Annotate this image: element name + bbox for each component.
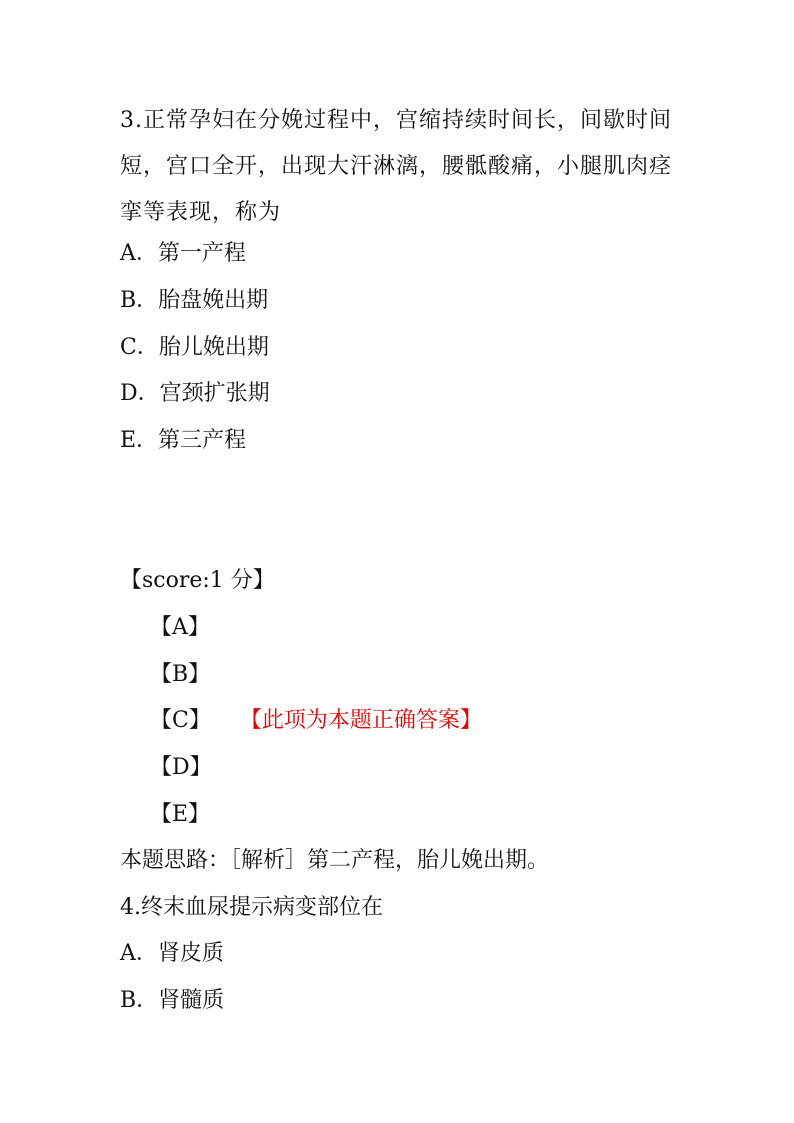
question-3-option-d: D．宫颈扩张期: [120, 381, 270, 406]
explanation: 本题思路：［解析］第二产程，胎儿娩出期。: [120, 848, 550, 873]
question-4-option-b: B．肾髓质: [120, 988, 225, 1013]
question-3-option-b: B．胎盘娩出期: [120, 288, 269, 313]
correct-answer-note: 【此项为本题正确答案】: [250, 708, 482, 733]
answer-c-row: [150, 707, 482, 735]
answer-e: 【E】: [150, 802, 211, 827]
question-3-option-c: C．胎儿娩出期: [120, 335, 269, 360]
answer-d: 【D】: [150, 755, 212, 780]
score-label: 【score:1 分】: [120, 568, 275, 593]
question-3-text: 3.正常孕妇在分娩过程中，宫缩持续时间长，间歇时间短，宫口全开，出现大汗淋漓，腰骶酸痛，小腿肌肉痉挛等表现，称为: [120, 108, 673, 225]
answer-b: 【B】: [150, 662, 211, 687]
question-4-text: 4.终末血尿提示病变部位在: [120, 895, 383, 920]
answer-a: 【A】: [150, 615, 210, 640]
question-3-option-a: A．第一产程: [120, 241, 246, 266]
question-4-option-a: A．肾皮质: [120, 941, 224, 966]
answer-c: 【C】: [150, 708, 211, 733]
question-3-option-e: E．第三产程: [120, 428, 247, 453]
